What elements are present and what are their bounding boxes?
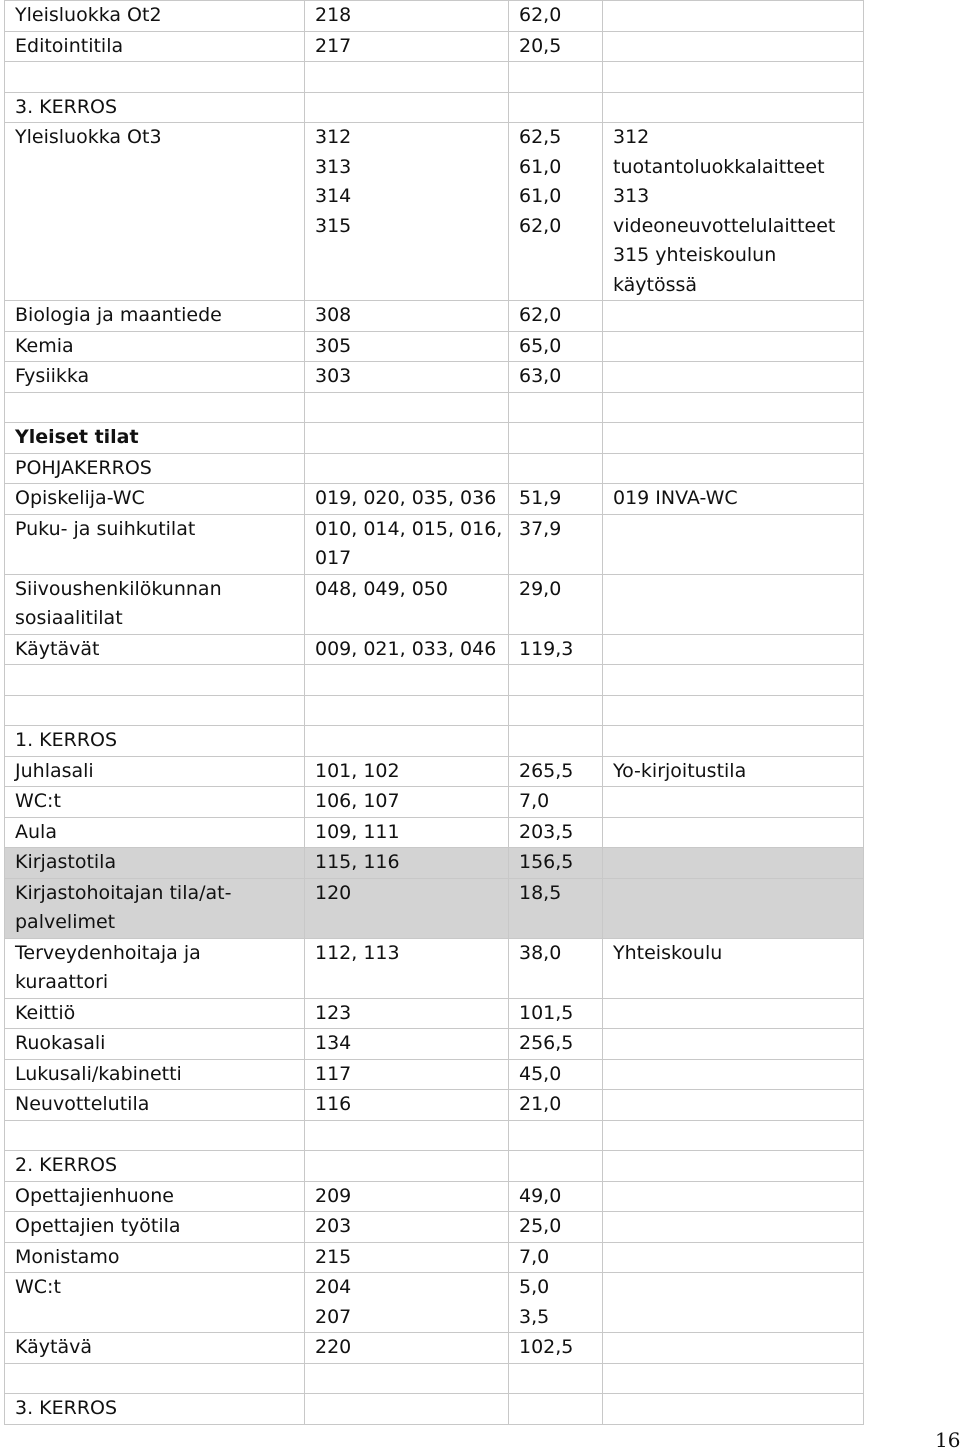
room-number-cell: 305 (305, 331, 509, 362)
table-row (5, 1, 864, 32)
room-number-cell (305, 62, 509, 93)
note-cell (603, 1059, 864, 1090)
table-row (5, 1242, 864, 1273)
room-number-cell (305, 1120, 509, 1151)
note-cell (603, 362, 864, 393)
note-cell (603, 998, 864, 1029)
area-cell: 49,0 (509, 1181, 603, 1212)
room-name-cell: Käytävä (5, 1333, 305, 1364)
room-number-cell (305, 695, 509, 726)
room-number-cell (305, 92, 509, 123)
note-cell (603, 423, 864, 454)
room-name-cell: Kemia (5, 331, 305, 362)
table-row (5, 301, 864, 332)
room-name-cell: 1. KERROS (5, 726, 305, 757)
area-cell: 101,5 (509, 998, 603, 1029)
area-cell: 102,5 (509, 1333, 603, 1364)
room-name-cell: Yleisluokka Ot3 (5, 123, 305, 301)
room-number-cell: 209 (305, 1181, 509, 1212)
area-cell: 119,3 (509, 634, 603, 665)
room-name-cell: WC:t (5, 787, 305, 818)
area-cell (509, 1120, 603, 1151)
area-cell: 7,0 (509, 1242, 603, 1273)
room-name-cell: Kirjastotila (5, 848, 305, 879)
note-cell (603, 301, 864, 332)
note-cell (603, 787, 864, 818)
room-name-cell (5, 665, 305, 696)
room-name-cell: Kirjastohoitajan tila/at- palvelimet (5, 878, 305, 938)
table-row (5, 848, 864, 879)
note-cell (603, 331, 864, 362)
room-name-cell: Terveydenhoitaja ja kuraattori (5, 938, 305, 998)
area-cell (509, 1363, 603, 1394)
note-cell (603, 392, 864, 423)
note-cell (603, 878, 864, 938)
room-number-cell: 117 (305, 1059, 509, 1090)
room-number-cell (305, 423, 509, 454)
room-name-cell: Opettajienhuone (5, 1181, 305, 1212)
note-cell (603, 31, 864, 62)
room-name-cell (5, 392, 305, 423)
table-row (5, 1333, 864, 1364)
table-row (5, 1059, 864, 1090)
area-cell (509, 1151, 603, 1182)
room-number-cell: 220 (305, 1333, 509, 1364)
note-cell (603, 1090, 864, 1121)
area-cell: 156,5 (509, 848, 603, 879)
note-cell (603, 726, 864, 757)
area-cell (509, 423, 603, 454)
area-cell (509, 695, 603, 726)
table-row (5, 453, 864, 484)
room-name-cell: 3. KERROS (5, 92, 305, 123)
table-row (5, 998, 864, 1029)
table-row (5, 484, 864, 515)
room-number-cell (305, 392, 509, 423)
room-number-cell (305, 1394, 509, 1425)
room-name-cell: Fysiikka (5, 362, 305, 393)
area-cell: 62,0 (509, 1, 603, 32)
note-cell (603, 1333, 864, 1364)
area-cell: 20,5 (509, 31, 603, 62)
table-row (5, 695, 864, 726)
note-cell (603, 1394, 864, 1425)
table-row (5, 1212, 864, 1243)
note-cell (603, 92, 864, 123)
note-cell: 312 tuotantoluokkalaitteet 313 videoneuvottelulaitteet 315 yhteiskoulun käytössä (603, 123, 864, 301)
room-name-cell (5, 62, 305, 93)
note-cell (603, 848, 864, 879)
room-number-cell: 217 (305, 31, 509, 62)
table-row (5, 331, 864, 362)
page-number: 16 (935, 1428, 960, 1452)
table-row (5, 574, 864, 634)
note-cell: Yhteiskoulu (603, 938, 864, 998)
table-row (5, 1394, 864, 1425)
table-row (5, 1029, 864, 1060)
area-cell: 18,5 (509, 878, 603, 938)
area-cell: 65,0 (509, 331, 603, 362)
room-name-cell: Monistamo (5, 1242, 305, 1273)
room-number-cell (305, 1151, 509, 1182)
table-row (5, 31, 864, 62)
area-cell: 256,5 (509, 1029, 603, 1060)
table-row (5, 1363, 864, 1394)
room-name-cell (5, 1363, 305, 1394)
table-row (5, 1181, 864, 1212)
room-name-cell: POHJAKERROS (5, 453, 305, 484)
area-cell: 62,0 (509, 301, 603, 332)
table-row (5, 878, 864, 938)
room-number-cell (305, 665, 509, 696)
room-number-cell: 204 207 (305, 1273, 509, 1333)
table-row (5, 1273, 864, 1333)
room-name-cell: Siivoushenkilökunnan sosiaalitilat (5, 574, 305, 634)
room-number-cell (305, 726, 509, 757)
room-number-cell: 019, 020, 035, 036 (305, 484, 509, 515)
table-row (5, 726, 864, 757)
area-cell: 38,0 (509, 938, 603, 998)
room-number-cell (305, 1363, 509, 1394)
table-row (5, 665, 864, 696)
rooms-table (4, 0, 864, 1425)
note-cell (603, 817, 864, 848)
note-cell (603, 1, 864, 32)
area-cell: 7,0 (509, 787, 603, 818)
note-cell (603, 1120, 864, 1151)
room-number-cell: 120 (305, 878, 509, 938)
room-number-cell (305, 453, 509, 484)
table-row (5, 817, 864, 848)
table-row (5, 423, 864, 454)
room-name-cell: 3. KERROS (5, 1394, 305, 1425)
area-cell: 51,9 (509, 484, 603, 515)
room-name-cell (5, 695, 305, 726)
room-name-cell: Opiskelija-WC (5, 484, 305, 515)
table-row (5, 938, 864, 998)
table-row (5, 62, 864, 93)
note-cell (603, 1212, 864, 1243)
note-cell (603, 665, 864, 696)
room-number-cell: 115, 116 (305, 848, 509, 879)
area-cell: 203,5 (509, 817, 603, 848)
room-number-cell: 009, 021, 033, 046 (305, 634, 509, 665)
table-row (5, 514, 864, 574)
note-cell (603, 62, 864, 93)
room-number-cell: 112, 113 (305, 938, 509, 998)
room-number-cell: 010, 014, 015, 016, 017 (305, 514, 509, 574)
room-name-cell: Opettajien työtila (5, 1212, 305, 1243)
table-row (5, 1120, 864, 1151)
room-name-cell: Käytävät (5, 634, 305, 665)
area-cell: 45,0 (509, 1059, 603, 1090)
rooms-table-body (5, 1, 864, 1425)
area-cell: 25,0 (509, 1212, 603, 1243)
room-name-cell: WC:t (5, 1273, 305, 1333)
area-cell: 21,0 (509, 1090, 603, 1121)
area-cell (509, 92, 603, 123)
room-name-cell: Aula (5, 817, 305, 848)
room-name-cell: Juhlasali (5, 756, 305, 787)
table-row (5, 92, 864, 123)
room-number-cell: 134 (305, 1029, 509, 1060)
room-name-cell: Lukusali/kabinetti (5, 1059, 305, 1090)
room-number-cell: 106, 107 (305, 787, 509, 818)
note-cell (603, 695, 864, 726)
room-name-cell: Yleisluokka Ot2 (5, 1, 305, 32)
note-cell (603, 514, 864, 574)
table-row (5, 787, 864, 818)
area-cell (509, 665, 603, 696)
room-number-cell: 048, 049, 050 (305, 574, 509, 634)
note-cell: Yo-kirjoitustila (603, 756, 864, 787)
note-cell: 019 INVA-WC (603, 484, 864, 515)
area-cell (509, 726, 603, 757)
note-cell (603, 1273, 864, 1333)
note-cell (603, 574, 864, 634)
area-cell: 265,5 (509, 756, 603, 787)
table-row (5, 756, 864, 787)
area-cell (509, 1394, 603, 1425)
note-cell (603, 1181, 864, 1212)
table-row (5, 392, 864, 423)
note-cell (603, 453, 864, 484)
room-number-cell: 123 (305, 998, 509, 1029)
room-number-cell: 101, 102 (305, 756, 509, 787)
area-cell: 62,5 61,0 61,0 62,0 (509, 123, 603, 301)
note-cell (603, 1363, 864, 1394)
area-cell: 5,0 3,5 (509, 1273, 603, 1333)
table-row (5, 362, 864, 393)
room-name-cell: 2. KERROS (5, 1151, 305, 1182)
room-number-cell: 215 (305, 1242, 509, 1273)
room-name-cell: Puku- ja suihkutilat (5, 514, 305, 574)
note-cell (603, 1151, 864, 1182)
table-row (5, 1151, 864, 1182)
note-cell (603, 634, 864, 665)
note-cell (603, 1029, 864, 1060)
table-row (5, 634, 864, 665)
room-number-cell: 303 (305, 362, 509, 393)
room-name-cell: Ruokasali (5, 1029, 305, 1060)
room-number-cell: 203 (305, 1212, 509, 1243)
room-name-cell: Editointitila (5, 31, 305, 62)
area-cell: 29,0 (509, 574, 603, 634)
room-name-cell (5, 1120, 305, 1151)
room-number-cell: 218 (305, 1, 509, 32)
area-cell (509, 453, 603, 484)
room-number-cell: 308 (305, 301, 509, 332)
room-name-cell: Yleiset tilat (5, 423, 305, 454)
table-row (5, 123, 864, 301)
room-number-cell: 312 313 314 315 (305, 123, 509, 301)
table-row (5, 1090, 864, 1121)
room-name-cell: Keittiö (5, 998, 305, 1029)
room-number-cell: 109, 111 (305, 817, 509, 848)
room-name-cell: Neuvottelutila (5, 1090, 305, 1121)
room-name-cell: Biologia ja maantiede (5, 301, 305, 332)
note-cell (603, 1242, 864, 1273)
area-cell: 37,9 (509, 514, 603, 574)
area-cell (509, 392, 603, 423)
room-number-cell: 116 (305, 1090, 509, 1121)
area-cell: 63,0 (509, 362, 603, 393)
area-cell (509, 62, 603, 93)
